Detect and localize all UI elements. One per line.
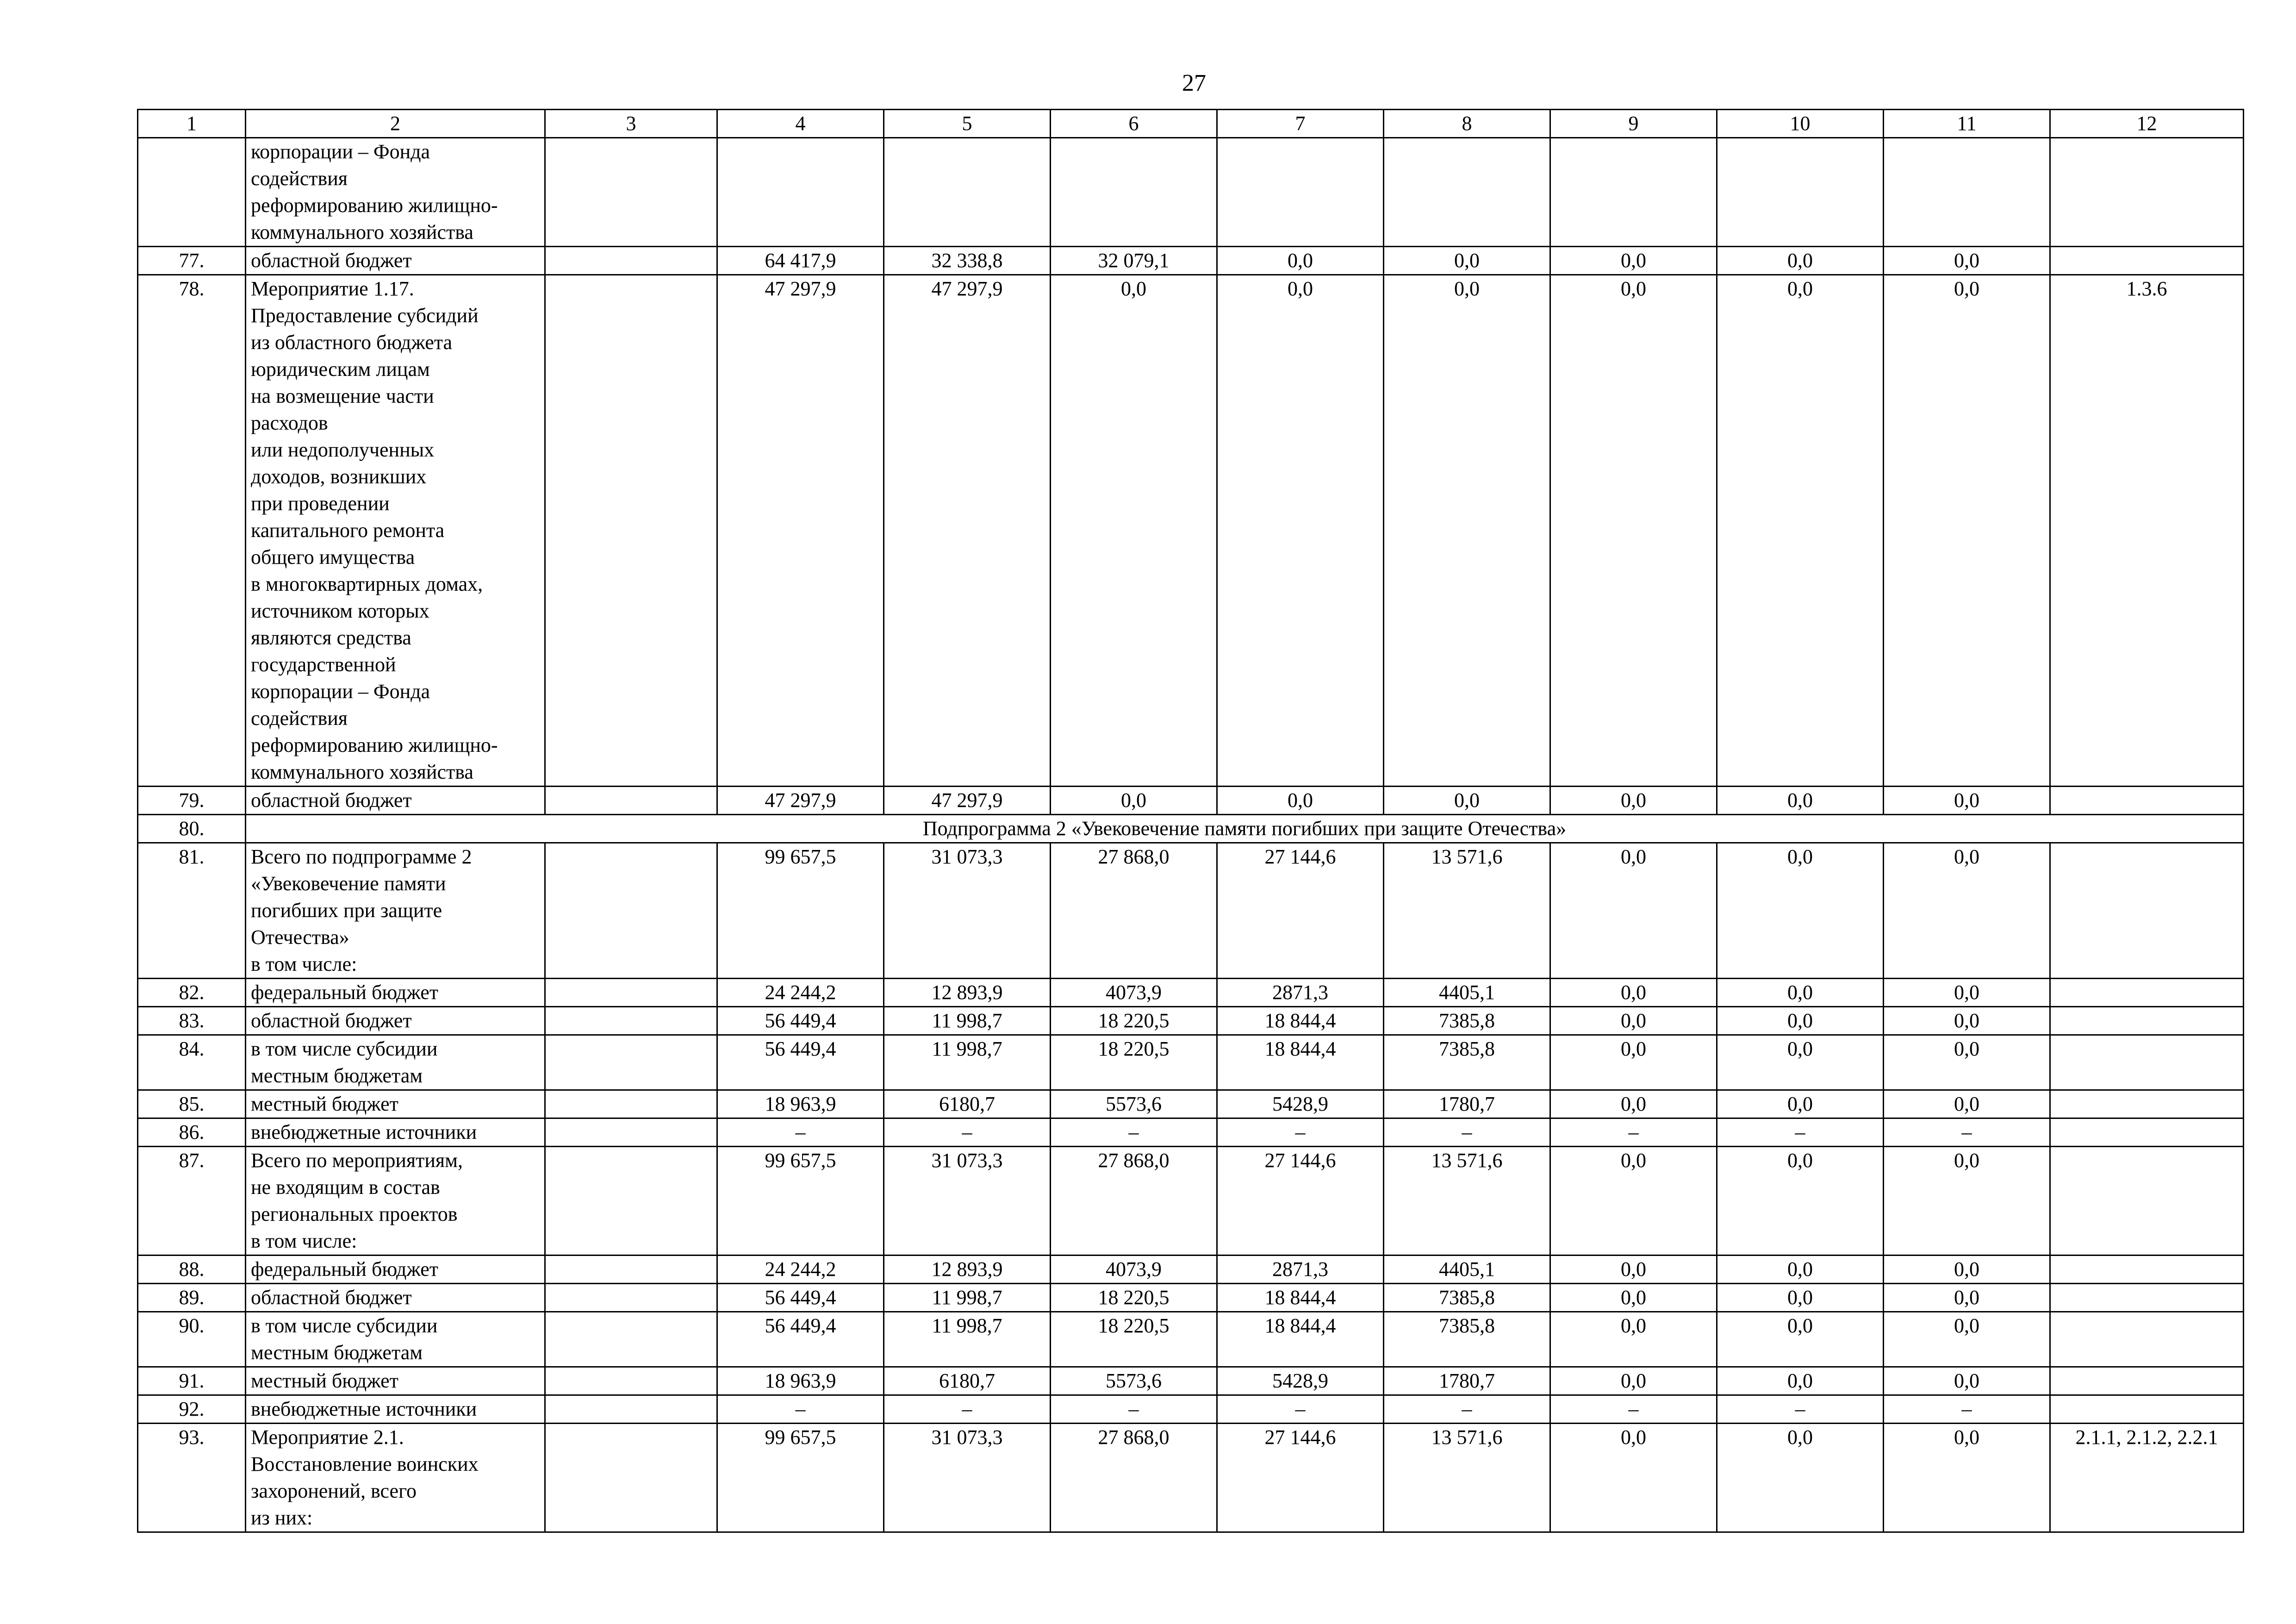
- reference-cell: 2.1.1, 2.1.2, 2.2.1: [2050, 1424, 2244, 1532]
- col3-cell: [545, 1424, 717, 1532]
- value-cell: 2871,3: [1217, 1255, 1384, 1284]
- value-cell: 0,0: [1717, 787, 1884, 815]
- row-number-cell: 77.: [138, 247, 246, 275]
- value-cell: 0,0: [1884, 1367, 2050, 1395]
- col3-cell: [545, 247, 717, 275]
- row-name-cell: внебюджетные источники: [246, 1118, 545, 1147]
- value-cell: –: [1217, 1395, 1384, 1424]
- value-cell: 47 297,9: [884, 275, 1051, 787]
- value-cell: 27 868,0: [1051, 1147, 1217, 1255]
- value-cell: 1780,7: [1384, 1367, 1550, 1395]
- value-cell: 0,0: [1550, 247, 1717, 275]
- header-cell-3: 3: [545, 110, 717, 138]
- table-row: [138, 1284, 2244, 1312]
- header-cell-6: 6: [1051, 110, 1217, 138]
- reference-cell: [2050, 138, 2244, 247]
- row-number-cell: [138, 138, 246, 247]
- value-cell: 7385,8: [1384, 1007, 1550, 1035]
- value-cell: 6180,7: [884, 1367, 1051, 1395]
- value-cell: –: [1884, 1395, 2050, 1424]
- table-row: [138, 1367, 2244, 1395]
- value-cell: 18 844,4: [1217, 1007, 1384, 1035]
- col3-cell: [545, 1007, 717, 1035]
- value-cell: 32 338,8: [884, 247, 1051, 275]
- value-cell: 0,0: [1384, 787, 1550, 815]
- value-cell: 0,0: [1217, 247, 1384, 275]
- value-cell: 0,0: [1884, 1284, 2050, 1312]
- value-cell: 99 657,5: [717, 843, 884, 979]
- header-cell-4: 4: [717, 110, 884, 138]
- value-cell: 24 244,2: [717, 1255, 884, 1284]
- value-cell: 18 844,4: [1217, 1035, 1384, 1090]
- value-cell: –: [1051, 1118, 1217, 1147]
- value-cell: 0,0: [1217, 787, 1384, 815]
- col3-cell: [545, 1118, 717, 1147]
- value-cell: 0,0: [1884, 1312, 2050, 1367]
- value-cell: 0,0: [1550, 1424, 1717, 1532]
- header-cell-10: 10: [1717, 110, 1884, 138]
- value-cell: 0,0: [1051, 787, 1217, 815]
- value-cell: 0,0: [1717, 1147, 1884, 1255]
- reference-cell: 1.3.6: [2050, 275, 2244, 787]
- value-cell: 47 297,9: [717, 275, 884, 787]
- value-cell: 27 868,0: [1051, 1424, 1217, 1532]
- col3-cell: [545, 138, 717, 247]
- table-row: [138, 247, 2244, 275]
- value-cell: 6180,7: [884, 1090, 1051, 1118]
- value-cell: –: [1384, 1118, 1550, 1147]
- section-title-cell: Подпрограмма 2 «Увековечение памяти погибших при защите Отечества»: [246, 815, 2244, 843]
- reference-cell: [2050, 247, 2244, 275]
- row-name-cell: местный бюджет: [246, 1367, 545, 1395]
- row-number-cell: 87.: [138, 1147, 246, 1255]
- col3-cell: [545, 1147, 717, 1255]
- header-row: [138, 110, 2244, 138]
- reference-cell: [2050, 1035, 2244, 1090]
- value-cell: 0,0: [1884, 979, 2050, 1007]
- reference-cell: [2050, 843, 2244, 979]
- row-name-cell: Всего по мероприятиям, не входящим в состав региональных проектов в том числе:: [246, 1147, 545, 1255]
- value-cell: 0,0: [1550, 1147, 1717, 1255]
- col3-cell: [545, 1255, 717, 1284]
- value-cell: –: [1217, 1118, 1384, 1147]
- table-row: [138, 815, 2244, 843]
- value-cell: 0,0: [1717, 275, 1884, 787]
- table-body: [138, 138, 2244, 1532]
- value-cell: 27 144,6: [1217, 1147, 1384, 1255]
- value-cell: 56 449,4: [717, 1035, 884, 1090]
- value-cell: 0,0: [1717, 843, 1884, 979]
- value-cell: 0,0: [1884, 1035, 2050, 1090]
- reference-cell: [2050, 1255, 2244, 1284]
- budget-table: [137, 109, 2244, 1533]
- col3-cell: [545, 1090, 717, 1118]
- header-cell-7: 7: [1217, 110, 1384, 138]
- value-cell: 18 844,4: [1217, 1284, 1384, 1312]
- value-cell: –: [1884, 1118, 2050, 1147]
- value-cell: 18 220,5: [1051, 1312, 1217, 1367]
- table-row: [138, 1007, 2244, 1035]
- value-cell: 0,0: [1717, 1367, 1884, 1395]
- value-cell: 31 073,3: [884, 1147, 1051, 1255]
- value-cell: 18 844,4: [1217, 1312, 1384, 1367]
- col3-cell: [545, 1035, 717, 1090]
- value-cell: [1550, 138, 1717, 247]
- row-number-cell: 78.: [138, 275, 246, 787]
- value-cell: 7385,8: [1384, 1284, 1550, 1312]
- row-number-cell: 90.: [138, 1312, 246, 1367]
- value-cell: 31 073,3: [884, 843, 1051, 979]
- value-cell: 0,0: [1550, 1284, 1717, 1312]
- row-number-cell: 83.: [138, 1007, 246, 1035]
- value-cell: –: [1051, 1395, 1217, 1424]
- value-cell: 0,0: [1717, 1312, 1884, 1367]
- value-cell: 0,0: [1550, 275, 1717, 787]
- reference-cell: [2050, 787, 2244, 815]
- table-row: [138, 275, 2244, 787]
- row-number-cell: 81.: [138, 843, 246, 979]
- value-cell: –: [1550, 1395, 1717, 1424]
- value-cell: 99 657,5: [717, 1147, 884, 1255]
- value-cell: 0,0: [1884, 1255, 2050, 1284]
- row-number-cell: 91.: [138, 1367, 246, 1395]
- col3-cell: [545, 979, 717, 1007]
- value-cell: 0,0: [1550, 1035, 1717, 1090]
- row-name-cell: в том числе субсидии местным бюджетам: [246, 1035, 545, 1090]
- row-name-cell: местный бюджет: [246, 1090, 545, 1118]
- table-row: [138, 1255, 2244, 1284]
- value-cell: 0,0: [1884, 275, 2050, 787]
- value-cell: 0,0: [1550, 1007, 1717, 1035]
- reference-cell: [2050, 1395, 2244, 1424]
- value-cell: 0,0: [1550, 1312, 1717, 1367]
- row-number-cell: 85.: [138, 1090, 246, 1118]
- col3-cell: [545, 787, 717, 815]
- value-cell: 5428,9: [1217, 1090, 1384, 1118]
- col3-cell: [545, 1284, 717, 1312]
- table-row: [138, 1090, 2244, 1118]
- value-cell: 5573,6: [1051, 1367, 1217, 1395]
- row-name-cell: федеральный бюджет: [246, 1255, 545, 1284]
- value-cell: 11 998,7: [884, 1312, 1051, 1367]
- value-cell: 27 868,0: [1051, 843, 1217, 979]
- row-number-cell: 93.: [138, 1424, 246, 1532]
- reference-cell: [2050, 1007, 2244, 1035]
- value-cell: 4073,9: [1051, 979, 1217, 1007]
- value-cell: 56 449,4: [717, 1284, 884, 1312]
- row-name-cell: областной бюджет: [246, 1284, 545, 1312]
- value-cell: –: [1717, 1395, 1884, 1424]
- value-cell: 0,0: [1884, 247, 2050, 275]
- value-cell: 11 998,7: [884, 1007, 1051, 1035]
- header-cell-5: 5: [884, 110, 1051, 138]
- value-cell: 0,0: [1884, 1007, 2050, 1035]
- header-cell-8: 8: [1384, 110, 1550, 138]
- reference-cell: [2050, 1147, 2244, 1255]
- value-cell: –: [1550, 1118, 1717, 1147]
- reference-cell: [2050, 1284, 2244, 1312]
- table-row: [138, 843, 2244, 979]
- value-cell: 47 297,9: [717, 787, 884, 815]
- col3-cell: [545, 1312, 717, 1367]
- reference-cell: [2050, 1090, 2244, 1118]
- row-name-cell: областной бюджет: [246, 787, 545, 815]
- value-cell: [1717, 138, 1884, 247]
- value-cell: 0,0: [1550, 979, 1717, 1007]
- row-number-cell: 80.: [138, 815, 246, 843]
- value-cell: –: [1717, 1118, 1884, 1147]
- value-cell: 0,0: [1051, 275, 1217, 787]
- table-row: [138, 1312, 2244, 1367]
- value-cell: 2871,3: [1217, 979, 1384, 1007]
- col3-cell: [545, 1367, 717, 1395]
- col3-cell: [545, 275, 717, 787]
- row-name-cell: Мероприятие 1.17. Предоставление субсидий из областного бюджета юридическим лицам на возмещение части расходов или недополученных доходов, возникших при проведении капитального ремонта общего имущества в многоквартирных домах, источником которых являются средства государственной корпорации – Фонда содействия реформированию жилищно- коммунального хозяйства: [246, 275, 545, 787]
- table-row: [138, 1395, 2244, 1424]
- value-cell: 56 449,4: [717, 1007, 884, 1035]
- header-cell-1: 1: [138, 110, 246, 138]
- row-name-cell: в том числе субсидии местным бюджетам: [246, 1312, 545, 1367]
- row-name-cell: Всего по подпрограмме 2 «Увековечение памяти погибших при защите Отечества» в том числе:: [246, 843, 545, 979]
- col3-cell: [545, 1395, 717, 1424]
- row-name-cell: областной бюджет: [246, 1007, 545, 1035]
- page-number: 27: [1182, 70, 1206, 96]
- reference-cell: [2050, 979, 2244, 1007]
- row-name-cell: Мероприятие 2.1. Восстановление воинских захоронений, всего из них:: [246, 1424, 545, 1532]
- value-cell: 7385,8: [1384, 1312, 1550, 1367]
- value-cell: 47 297,9: [884, 787, 1051, 815]
- value-cell: 99 657,5: [717, 1424, 884, 1532]
- value-cell: 32 079,1: [1051, 247, 1217, 275]
- col3-cell: [545, 843, 717, 979]
- row-number-cell: 88.: [138, 1255, 246, 1284]
- reference-cell: [2050, 1118, 2244, 1147]
- value-cell: 18 220,5: [1051, 1284, 1217, 1312]
- value-cell: 0,0: [1717, 979, 1884, 1007]
- value-cell: 0,0: [1550, 1255, 1717, 1284]
- value-cell: 0,0: [1717, 1007, 1884, 1035]
- value-cell: [1051, 138, 1217, 247]
- value-cell: 0,0: [1550, 787, 1717, 815]
- value-cell: 4073,9: [1051, 1255, 1217, 1284]
- table-row: [138, 138, 2244, 247]
- row-number-cell: 92.: [138, 1395, 246, 1424]
- row-name-cell: федеральный бюджет: [246, 979, 545, 1007]
- value-cell: 13 571,6: [1384, 1424, 1550, 1532]
- table-row: [138, 1147, 2244, 1255]
- value-cell: 27 144,6: [1217, 1424, 1384, 1532]
- value-cell: –: [1384, 1395, 1550, 1424]
- value-cell: 0,0: [1717, 1284, 1884, 1312]
- value-cell: –: [717, 1118, 884, 1147]
- value-cell: 0,0: [1550, 1367, 1717, 1395]
- table-row: [138, 979, 2244, 1007]
- value-cell: 0,0: [1384, 247, 1550, 275]
- value-cell: 18 963,9: [717, 1090, 884, 1118]
- header-cell-11: 11: [1884, 110, 2050, 138]
- value-cell: –: [884, 1395, 1051, 1424]
- row-number-cell: 82.: [138, 979, 246, 1007]
- table-row: [138, 787, 2244, 815]
- value-cell: 5573,6: [1051, 1090, 1217, 1118]
- row-number-cell: 89.: [138, 1284, 246, 1312]
- value-cell: 18 220,5: [1051, 1007, 1217, 1035]
- header-cell-12: 12: [2050, 110, 2244, 138]
- row-number-cell: 79.: [138, 787, 246, 815]
- value-cell: 0,0: [1217, 275, 1384, 787]
- value-cell: 24 244,2: [717, 979, 884, 1007]
- header-cell-2: 2: [246, 110, 545, 138]
- value-cell: –: [884, 1118, 1051, 1147]
- value-cell: [717, 138, 884, 247]
- value-cell: 0,0: [1717, 1035, 1884, 1090]
- value-cell: [1217, 138, 1384, 247]
- value-cell: 0,0: [1884, 1424, 2050, 1532]
- row-name-cell: областной бюджет: [246, 247, 545, 275]
- value-cell: 7385,8: [1384, 1035, 1550, 1090]
- table-row: [138, 1118, 2244, 1147]
- value-cell: 4405,1: [1384, 979, 1550, 1007]
- value-cell: 12 893,9: [884, 1255, 1051, 1284]
- value-cell: 0,0: [1717, 1090, 1884, 1118]
- row-name-cell: внебюджетные источники: [246, 1395, 545, 1424]
- value-cell: 0,0: [1717, 1255, 1884, 1284]
- header-cell-9: 9: [1550, 110, 1717, 138]
- row-number-cell: 86.: [138, 1118, 246, 1147]
- value-cell: 0,0: [1550, 1090, 1717, 1118]
- value-cell: 0,0: [1717, 1424, 1884, 1532]
- value-cell: –: [717, 1395, 884, 1424]
- value-cell: 13 571,6: [1384, 1147, 1550, 1255]
- value-cell: 12 893,9: [884, 979, 1051, 1007]
- value-cell: 56 449,4: [717, 1312, 884, 1367]
- value-cell: 0,0: [1884, 1147, 2050, 1255]
- value-cell: 0,0: [1384, 275, 1550, 787]
- value-cell: 18 963,9: [717, 1367, 884, 1395]
- value-cell: 27 144,6: [1217, 843, 1384, 979]
- reference-cell: [2050, 1367, 2244, 1395]
- value-cell: [1384, 138, 1550, 247]
- value-cell: 31 073,3: [884, 1424, 1051, 1532]
- value-cell: 11 998,7: [884, 1284, 1051, 1312]
- value-cell: [1884, 138, 2050, 247]
- value-cell: 11 998,7: [884, 1035, 1051, 1090]
- value-cell: 18 220,5: [1051, 1035, 1217, 1090]
- value-cell: 0,0: [1550, 843, 1717, 979]
- value-cell: 5428,9: [1217, 1367, 1384, 1395]
- value-cell: [884, 138, 1051, 247]
- value-cell: 13 571,6: [1384, 843, 1550, 979]
- value-cell: 4405,1: [1384, 1255, 1550, 1284]
- table-row: [138, 1035, 2244, 1090]
- value-cell: 0,0: [1884, 1090, 2050, 1118]
- value-cell: 0,0: [1884, 843, 2050, 979]
- value-cell: 0,0: [1717, 247, 1884, 275]
- value-cell: 0,0: [1884, 787, 2050, 815]
- row-number-cell: 84.: [138, 1035, 246, 1090]
- value-cell: 1780,7: [1384, 1090, 1550, 1118]
- table-row: [138, 1424, 2244, 1532]
- row-name-cell: корпорации – Фонда содействия реформированию жилищно- коммунального хозяйства: [246, 138, 545, 247]
- value-cell: 64 417,9: [717, 247, 884, 275]
- reference-cell: [2050, 1312, 2244, 1367]
